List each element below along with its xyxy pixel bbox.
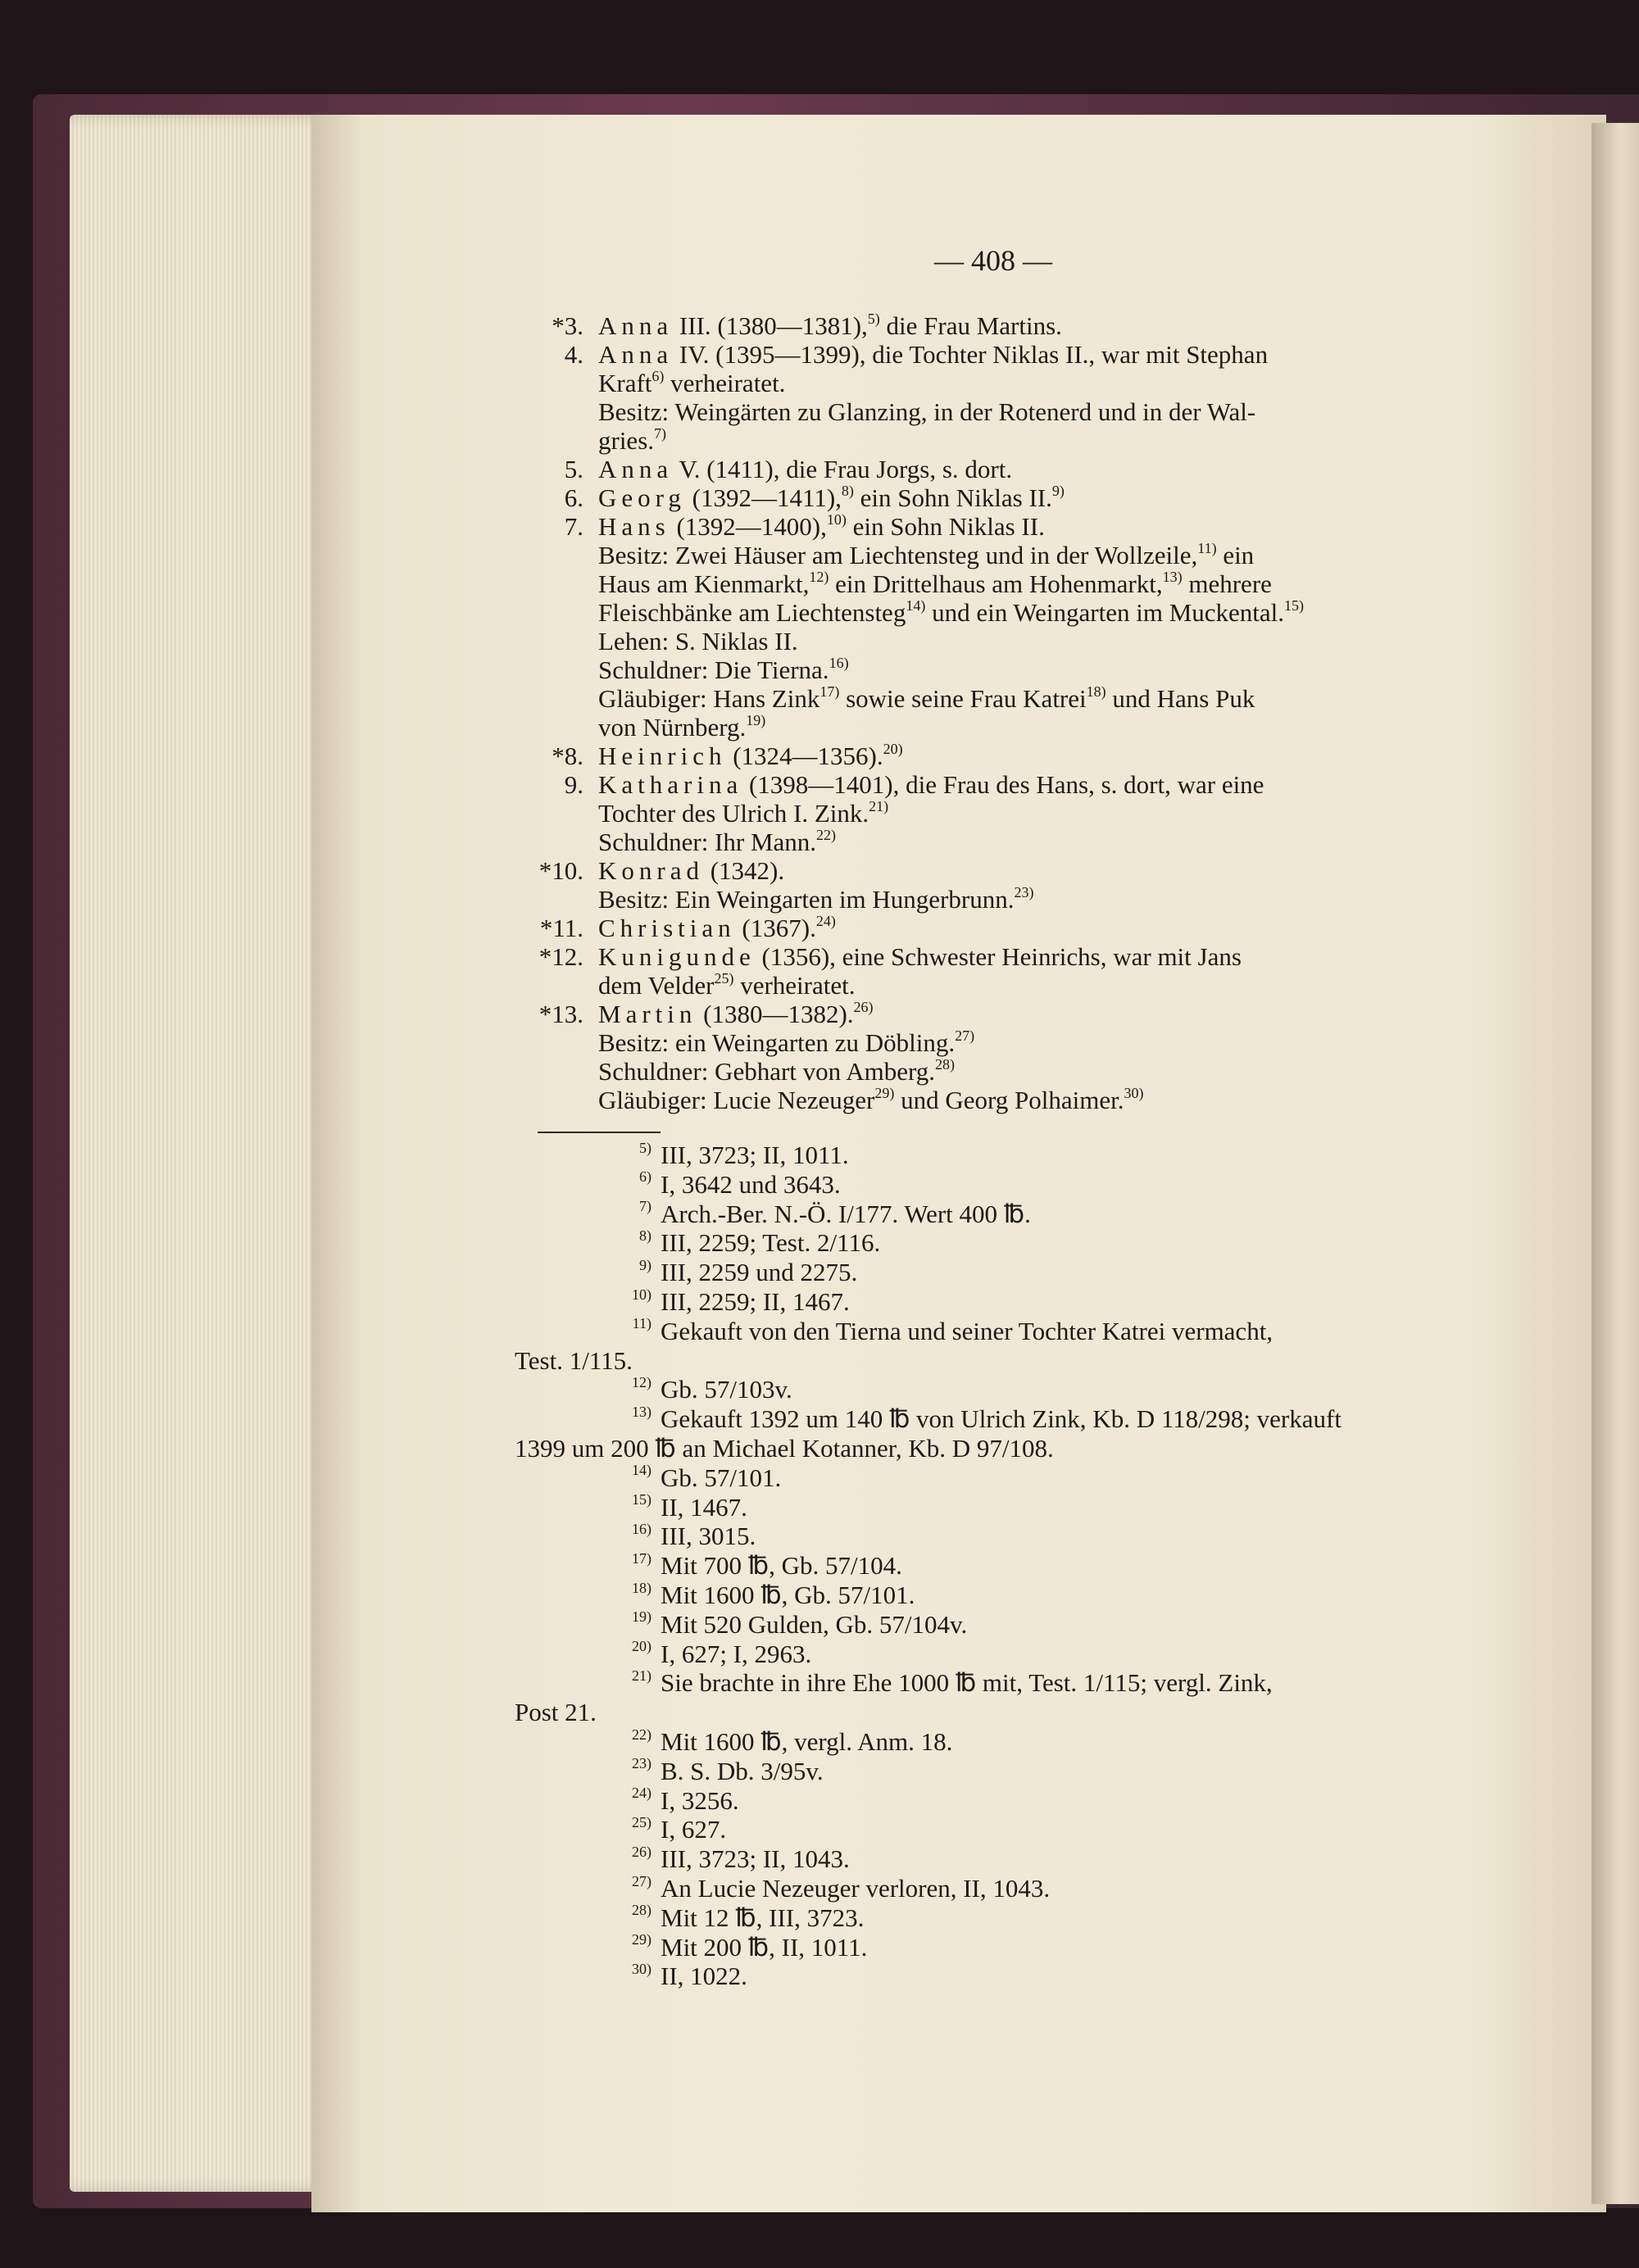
footnote-number-label: 14): [632, 1462, 652, 1479]
entry-continuation: [598, 885, 1033, 914]
footnote-number: [573, 1640, 652, 1669]
footnote-number: [573, 1463, 652, 1493]
entry-number: *13.: [538, 1000, 583, 1028]
entry-number: 9.: [564, 770, 583, 799]
entry-text: Besitz: Zwei Häuser am Liechtensteg und in der Wollzeile,: [598, 541, 1198, 569]
entry-text: und Georg Polhaimer.: [894, 1086, 1124, 1114]
footnote-text: III, 3723; II, 1043.: [661, 1844, 850, 1874]
entry-line: [598, 311, 1062, 341]
footnote-number: [573, 1610, 652, 1640]
page-number: — 408 —: [934, 244, 1052, 277]
entry-continuation: [598, 397, 1255, 427]
footnote-number: [573, 1258, 652, 1287]
entry-continuation: [598, 713, 765, 742]
footnote-ref: 30): [1124, 1084, 1144, 1101]
entry-line: [598, 1000, 874, 1029]
footnote-ref: 26): [853, 998, 874, 1015]
footnote-number-label: 28): [632, 1902, 652, 1919]
footnote-ref: 27): [955, 1027, 975, 1044]
entry-text: verheiratet.: [733, 971, 856, 1000]
entry-continuation: [598, 1057, 955, 1086]
footnote-number-label: 6): [639, 1168, 652, 1186]
entry-text: mehrere: [1182, 569, 1272, 598]
footnote-number-label: 11): [632, 1315, 652, 1332]
footnote-number: [573, 1874, 652, 1903]
entry-continuation: [598, 541, 1254, 570]
footnote-number-label: 17): [632, 1549, 652, 1567]
footnote-ref: 12): [809, 568, 829, 585]
footnote-number-label: 18): [632, 1579, 652, 1596]
footnote-text: III, 3015.: [661, 1522, 756, 1551]
entry-name: Katharina: [598, 770, 743, 799]
footnote-text: Mit 700 ℔, Gb. 57/104.: [661, 1551, 902, 1581]
entry-continuation: [598, 684, 1255, 714]
entry-line: [598, 742, 903, 771]
footnote-number-label: 25): [632, 1814, 652, 1831]
footnote-number-label: 23): [632, 1755, 652, 1772]
footnote-number-label: 26): [632, 1843, 652, 1860]
entry-text: (1392—1400),: [670, 512, 827, 541]
footnote-number: [573, 1668, 652, 1698]
footnote-number-label: 7): [639, 1198, 652, 1215]
footnote-ref: 22): [816, 826, 837, 843]
entry-text: und ein Weingarten im Muckental.: [925, 598, 1285, 627]
footnote-text: Mit 12 ℔, III, 3723.: [661, 1903, 865, 1932]
entry-name: Martin: [598, 1000, 697, 1028]
entry-continuation: [598, 828, 836, 857]
footnote-number-label: 21): [632, 1667, 652, 1685]
footnote-text: Arch.-Ber. N.-Ö. I/177. Wert 400 ℔.: [661, 1199, 1031, 1228]
footnote-number: [573, 1844, 652, 1874]
entry-name: Georg: [598, 483, 686, 512]
entry-name: Konrad: [598, 856, 704, 885]
entry-number: 7.: [564, 512, 583, 541]
entry-text: Schuldner: Gebhart von Amberg.: [598, 1057, 935, 1086]
entry-continuation: [598, 598, 1304, 628]
footnote-text: I, 627.: [661, 1815, 727, 1844]
entry-text: Gläubiger: Lucie Nezeuger: [598, 1086, 875, 1114]
entry-line: [598, 512, 1045, 542]
entry-text: (1392—1411),: [685, 483, 842, 512]
entry-number: *10.: [538, 856, 583, 885]
footnote-number: [573, 1141, 652, 1170]
footnote-number: [573, 1551, 652, 1581]
entry-number: 5.: [564, 455, 583, 483]
footnote-text: III, 3723; II, 1011.: [661, 1141, 849, 1169]
entry-text: Tochter des Ulrich I. Zink.: [598, 799, 869, 828]
footnote-text: Mit 200 ℔, II, 1011.: [661, 1932, 868, 1962]
footnote-number: [573, 1727, 652, 1757]
entry-text: (1356), eine Schwester Heinrichs, war mit Jans: [755, 942, 1242, 971]
footnote-text: Sie brachte in ihre Ehe 1000 ℔ mit, Test. 1/115; vergl. Zink,: [661, 1668, 1273, 1698]
footnote-text: III, 2259; II, 1467.: [661, 1287, 850, 1316]
entry-line: [598, 455, 1012, 484]
entry-text: Schuldner: Ihr Mann.: [598, 828, 817, 856]
entry-text: (1324—1356).: [726, 742, 883, 770]
entry-name: Heinrich: [598, 742, 727, 770]
footnote-number: [573, 1404, 652, 1434]
footnote-ref: 16): [829, 654, 849, 671]
entry-text: Besitz: Ein Weingarten im Hungerbrunn.: [598, 885, 1015, 914]
footnote-text: Gekauft von den Tierna und seiner Tochter Katrei vermacht,: [661, 1316, 1274, 1345]
footnote-number-label: 9): [639, 1256, 652, 1273]
footnote-ref: 20): [883, 740, 903, 757]
footnote-text-continuation: 1399 um 200 ℔ an Michael Kotanner, Kb. D 97/108.: [515, 1434, 1054, 1463]
footnote-number: [573, 1375, 652, 1404]
footnote-number: [573, 1493, 652, 1522]
footnote-text: I, 3256.: [661, 1785, 739, 1815]
footnote-text: II, 1022.: [661, 1962, 747, 1991]
entry-text: Lehen: S. Niklas II.: [598, 627, 798, 655]
footnote-text: III, 2259 und 2275.: [661, 1258, 858, 1287]
footnote-number: [573, 1317, 652, 1346]
footnote-number-label: 27): [632, 1872, 652, 1889]
entry-name: Kunigunde: [598, 942, 756, 971]
footnote-text: I, 627; I, 2963.: [661, 1639, 812, 1668]
footnote-ref: 10): [826, 510, 847, 528]
entry-text: ein Sohn Niklas II.: [853, 483, 1052, 512]
entry-name: Hans: [598, 512, 670, 541]
entry-text: die Frau Martins.: [879, 311, 1062, 340]
entry-continuation: [598, 1086, 1144, 1115]
footnote-ref: 21): [869, 797, 889, 814]
entry-text: und Hans Puk: [1106, 684, 1255, 713]
entry-text: (1380—1382).: [697, 1000, 854, 1028]
entry-number: 6.: [564, 483, 583, 512]
footnote-ref: 25): [714, 969, 734, 987]
entry-continuation: [598, 655, 849, 685]
footnote-text: II, 1467.: [661, 1492, 747, 1522]
entry-text: (1367).: [735, 914, 816, 942]
footnote-number-label: 29): [632, 1931, 652, 1948]
footnote-ref: 18): [1086, 683, 1106, 700]
entry-number: *12.: [538, 942, 583, 971]
footnote-ref: 29): [874, 1084, 895, 1101]
entry-number: 4.: [564, 340, 583, 369]
entry-line: [598, 340, 1268, 370]
footnote-text-continuation: Test. 1/115.: [515, 1345, 633, 1375]
entry-text: Fleischbänke am Liechtensteg: [598, 598, 906, 627]
entry-number: *11.: [539, 914, 583, 942]
footnote-ref: 7): [654, 424, 667, 442]
footnote-text-continuation: Post 21.: [515, 1698, 597, 1727]
footnote-number: [573, 1287, 652, 1317]
entry-text: Besitz: Weingärten zu Glanzing, in der Rotenerd und in der Wal-: [598, 397, 1256, 426]
entry-text: Kraft: [598, 369, 652, 397]
entry-text: (1342).: [703, 856, 785, 885]
footnote-text: Mit 520 Gulden, Gb. 57/104v.: [661, 1609, 968, 1639]
entry-continuation: [598, 426, 666, 456]
footnote-number-label: 19): [632, 1608, 652, 1626]
entry-line: [598, 483, 1065, 513]
footnote-number-label: 22): [632, 1726, 652, 1743]
footnote-number: [573, 1903, 652, 1933]
entry-text: Haus am Kienmarkt,: [598, 569, 810, 598]
footnote-number: [573, 1933, 652, 1962]
footnote-number: [573, 1581, 652, 1610]
entry-name: Christian: [598, 914, 736, 942]
footnote-number: [573, 1522, 652, 1551]
footnote-number: [573, 1170, 652, 1200]
entry-text: verheiratet.: [664, 369, 786, 397]
footnote-ref: 8): [841, 482, 854, 499]
footnote-number: [573, 1786, 652, 1816]
footnote-ref: 19): [746, 711, 766, 728]
entry-text: ein: [1216, 541, 1255, 569]
entry-line: [598, 856, 784, 886]
footnote-number-label: 12): [632, 1374, 652, 1391]
footnote-ref: 13): [1162, 568, 1183, 585]
footnote-ref: 14): [906, 596, 926, 614]
entry-number: *8.: [552, 742, 583, 770]
footnote-text: B. S. Db. 3/95v.: [661, 1756, 824, 1785]
footnote-number-label: 13): [632, 1403, 652, 1420]
entry-text: IV. (1395—1399), die Tochter Niklas II., war mit Stephan: [673, 340, 1269, 369]
entry-continuation: [598, 971, 856, 1000]
footnote-number-label: 20): [632, 1638, 652, 1655]
entry-continuation: [598, 1028, 974, 1058]
footnote-ref: 6): [652, 367, 665, 384]
footnote-text: An Lucie Nezeuger verloren, II, 1043.: [661, 1874, 1051, 1903]
footnote-number-label: 16): [632, 1521, 652, 1538]
entry-line: [598, 914, 836, 943]
footnote-ref: 28): [934, 1055, 955, 1073]
entry-text: Besitz: ein Weingarten zu Döbling.: [598, 1028, 956, 1057]
footnote-number: [573, 1200, 652, 1229]
footnote-text: III, 2259; Test. 2/116.: [661, 1228, 881, 1258]
footnote-number-label: 10): [632, 1286, 652, 1303]
entry-continuation: [598, 369, 785, 398]
footnote-text: Mit 1600 ℔, Gb. 57/101.: [661, 1581, 915, 1609]
entry-text: V. (1411), die Frau Jorgs, s. dort.: [673, 455, 1013, 483]
footnote-number: [573, 1757, 652, 1786]
footnote-number-label: 30): [632, 1961, 652, 1978]
entry-continuation: [598, 569, 1272, 599]
footnote-text: Gb. 57/103v.: [661, 1375, 792, 1404]
footnote-number: [573, 1962, 652, 1991]
footnote-number-label: 15): [632, 1491, 652, 1508]
entry-text: Gläubiger: Hans Zink: [598, 684, 820, 713]
entry-text: von Nürnberg.: [598, 713, 747, 742]
entry-name: Anna: [598, 340, 674, 369]
footnote-ref: 23): [1014, 883, 1034, 900]
entry-continuation: [598, 799, 888, 828]
footnote-text: Gb. 57/101.: [661, 1463, 782, 1492]
footnote-number: [573, 1815, 652, 1844]
entry-line: [598, 770, 1264, 800]
entry-text: (1398—1401), die Frau des Hans, s. dort, war eine: [742, 770, 1264, 799]
footnote-ref: 24): [815, 912, 836, 929]
entry-text: gries.: [598, 426, 655, 455]
footnote-text: I, 3642 und 3643.: [661, 1169, 841, 1199]
entry-name: Anna: [598, 455, 674, 483]
entry-text: Schuldner: Die Tierna.: [598, 655, 829, 684]
entry-text: dem Velder: [598, 971, 715, 1000]
footnote-number-label: 5): [639, 1139, 652, 1156]
footnote-ref: 5): [867, 310, 880, 327]
footnote-ref: 11): [1197, 539, 1217, 556]
footnote-text: Mit 1600 ℔, vergl. Anm. 18.: [661, 1727, 953, 1756]
footnote-ref: 9): [1051, 482, 1065, 499]
entry-text: sowie seine Frau Katrei: [839, 684, 1087, 713]
footnote-number: [573, 1228, 652, 1258]
entry-text: ein Drittelhaus am Hohenmarkt,: [829, 569, 1163, 598]
footnote-ref: 17): [820, 683, 840, 700]
footnote-text: Gekauft 1392 um 140 ℔ von Ulrich Zink, Kb. D 118/298; verkauft: [661, 1404, 1342, 1434]
footnote-number-label: 8): [639, 1227, 652, 1245]
footnote-rule: [538, 1132, 661, 1133]
footnote-number-label: 24): [632, 1785, 652, 1802]
entry-text: III. (1380—1381),: [673, 311, 868, 340]
entry-number: *3.: [552, 311, 583, 340]
entry-line: [598, 942, 1242, 972]
entry-name: Anna: [598, 311, 674, 340]
entry-text: ein Sohn Niklas II.: [846, 512, 1045, 541]
footnote-ref: 15): [1284, 596, 1305, 614]
entry-continuation: [598, 627, 798, 656]
